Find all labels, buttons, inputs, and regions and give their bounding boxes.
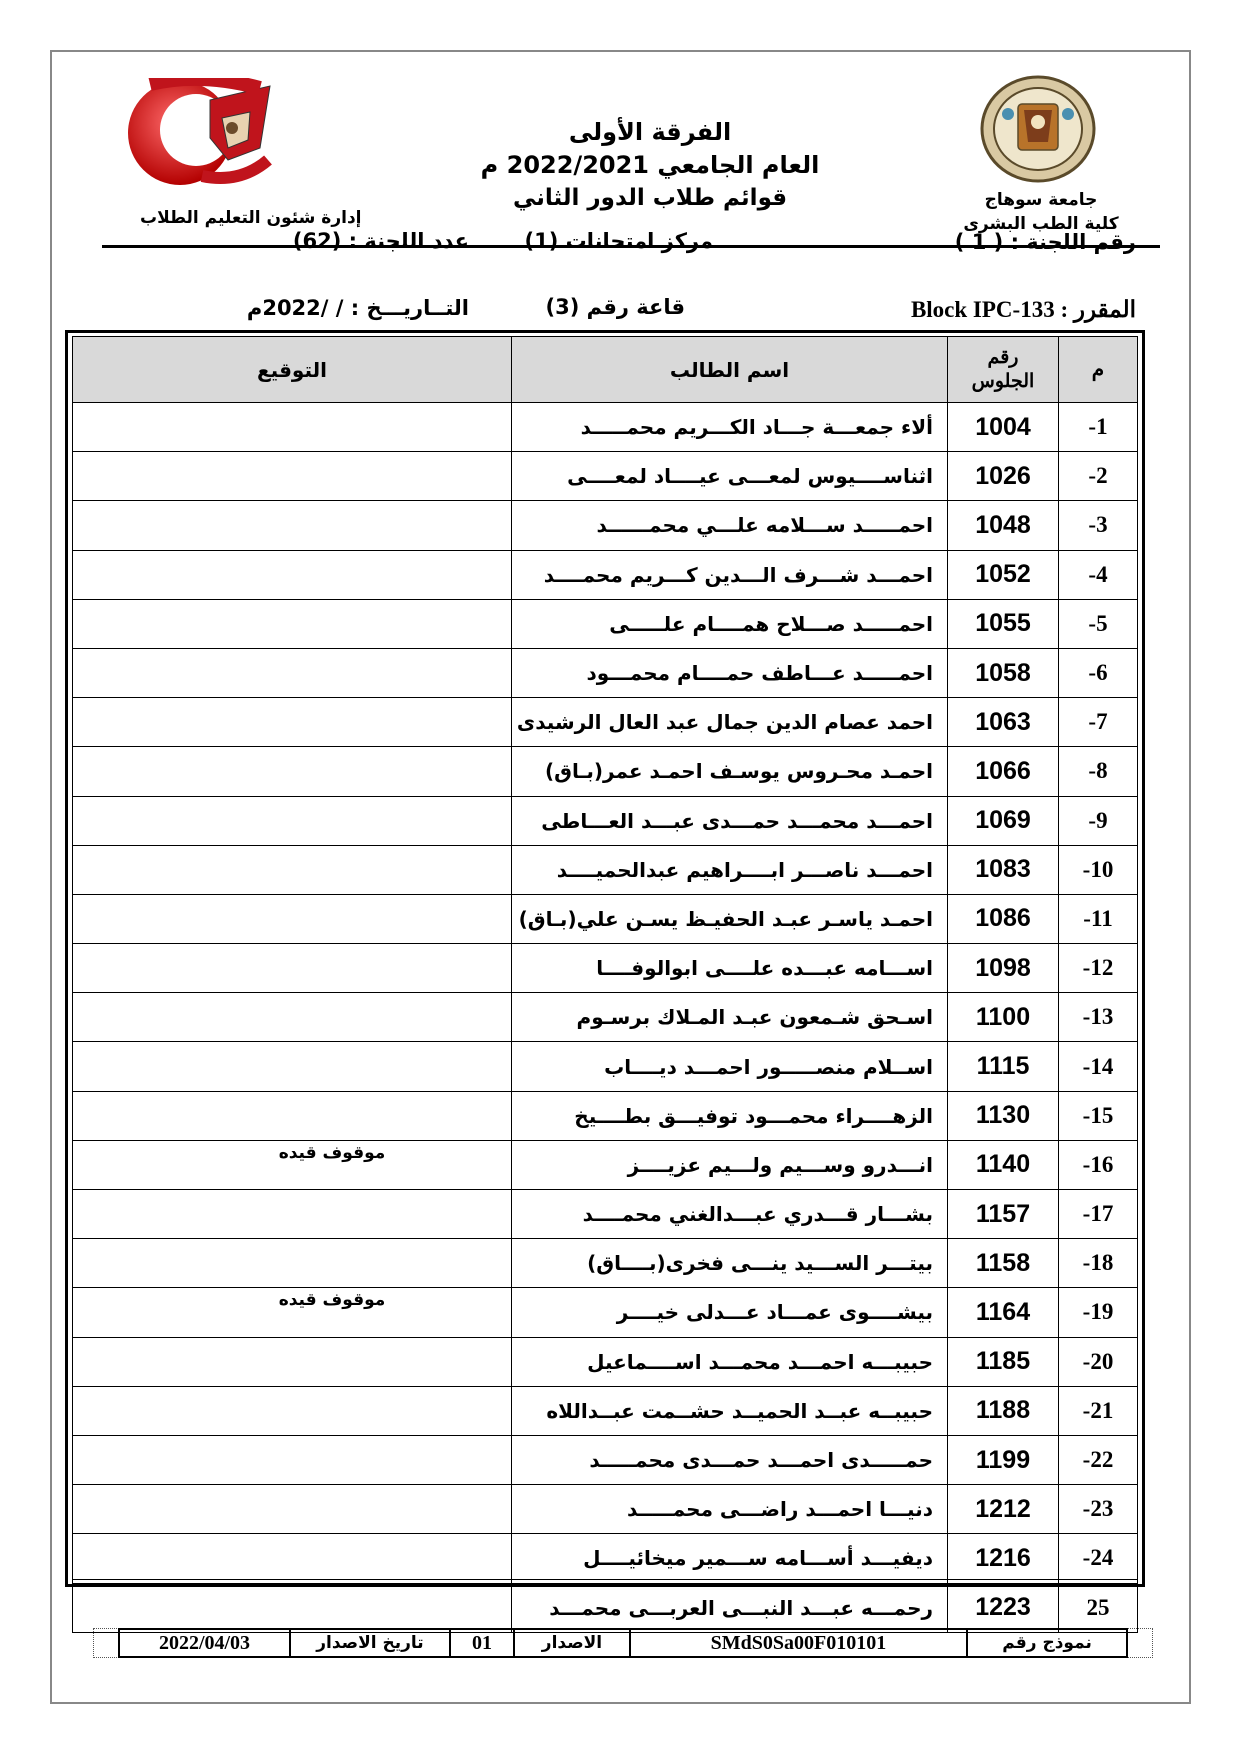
faculty-logo: [110, 78, 306, 196]
table-row: [73, 1583, 1138, 1632]
row-signature: [73, 1386, 512, 1435]
row-number: 25: [1059, 1583, 1138, 1632]
row-number: 17-: [1059, 1190, 1138, 1239]
row-student-name: احمـــد شـــرف الـــدين كـــريم محمــــد: [512, 550, 948, 599]
row-number: 21-: [1059, 1386, 1138, 1435]
header-student-name: اسم الطالب: [512, 337, 948, 403]
row-signature: [73, 550, 512, 599]
course-code: المقرر : Block IPC-133: [910, 297, 1136, 322]
row-student-name: حمـــــدى احمـــد حمـــدى محمـــــد: [512, 1435, 948, 1484]
row-seat-number: 1188: [948, 1386, 1059, 1435]
year-level-title: الفرقة الأولى: [568, 118, 732, 146]
table-row: [73, 1485, 1138, 1534]
document-title-block: [440, 116, 860, 215]
row-student-name: اسـحق شـمعون عبـد المـلاك برسـوم: [512, 993, 948, 1042]
issue-date-label: تاريخ الاصدار: [290, 1629, 450, 1657]
row-seat-number: 1115: [948, 1042, 1059, 1091]
faculty-name: كلية الطب البشرى: [963, 214, 1119, 234]
row-signature: [73, 747, 512, 796]
row-student-name: انـــدرو وســـيم ولـــيم عزيــــز: [512, 1140, 948, 1189]
header-seat-line1: رقم: [987, 346, 1019, 368]
row-student-name: بشـــار قـــدري عبـــدالغني محمــــد: [512, 1190, 948, 1239]
list-title: قوائم طلاب الدور الثاني: [512, 185, 788, 211]
table-row: [73, 993, 1138, 1042]
row-number: 1-: [1059, 403, 1138, 452]
row-number: 12-: [1059, 944, 1138, 993]
row-seat-number: 1048: [948, 501, 1059, 550]
row-number: 22-: [1059, 1435, 1138, 1484]
table-row: [73, 1239, 1138, 1288]
row-student-name: الزهــــراء محمـــود توفيـــق بطــــيخ: [512, 1091, 948, 1140]
row-number: 14-: [1059, 1042, 1138, 1091]
row-number: 10-: [1059, 845, 1138, 894]
row-signature: [73, 944, 512, 993]
row-number: 8-: [1059, 747, 1138, 796]
hall-number: قاعة رقم (3): [545, 295, 685, 319]
row-signature: [73, 1190, 512, 1239]
version-number: 01: [450, 1629, 514, 1657]
row-signature: [73, 845, 512, 894]
row-signature: [73, 1485, 512, 1534]
row-seat-number: 1026: [948, 452, 1059, 501]
row-number: 16-: [1059, 1140, 1138, 1189]
row-seat-number: 1086: [948, 894, 1059, 943]
table-row: [73, 1091, 1138, 1140]
row-signature: [73, 993, 512, 1042]
row-signature: [73, 1435, 512, 1484]
row-student-name: حبيبــه عبــد الحميــد حشــمت عبــداللاه: [512, 1386, 948, 1435]
row-seat-number: 1158: [948, 1239, 1059, 1288]
row-student-name: اثناســــيوس لمعـــى عيــــاد لمعــــى: [512, 452, 948, 501]
row-seat-number: 1066: [948, 747, 1059, 796]
row-number: 5-: [1059, 599, 1138, 648]
header-seat-number: [948, 337, 1059, 403]
table-row: [73, 944, 1138, 993]
table-row: [73, 1435, 1138, 1484]
exam-date: التــاريـــخ : / /2022م: [246, 296, 469, 320]
row-number: 24-: [1059, 1534, 1138, 1583]
table-row: [73, 599, 1138, 648]
university-name: جامعة سوهاج: [984, 190, 1098, 210]
row-seat-number: 1216: [948, 1534, 1059, 1583]
row-student-name: ألاء جمعـــة جـــاد الكـــريم محمـــــد: [512, 403, 948, 452]
row-number: 15-: [1059, 1091, 1138, 1140]
row-seat-number: 1130: [948, 1091, 1059, 1140]
row-number: 7-: [1059, 698, 1138, 747]
row-signature: [73, 1042, 512, 1091]
students-table: [72, 336, 1138, 1633]
table-row: [73, 1534, 1138, 1583]
row-seat-number: 1055: [948, 599, 1059, 648]
row-number: 19-: [1059, 1288, 1138, 1337]
header-num: م: [1059, 337, 1138, 403]
row-number: 18-: [1059, 1239, 1138, 1288]
row-student-name: احمـــــد ســـلامه علـــي محمــــــد: [512, 501, 948, 550]
table-header-row: [73, 337, 1138, 403]
row-number: 6-: [1059, 648, 1138, 697]
row-student-name: احمـــد محمـــد حمـــدى عبـــد العـــاطى: [512, 796, 948, 845]
row-signature: [73, 698, 512, 747]
table-row: [73, 1386, 1138, 1435]
row-seat-number: 1063: [948, 698, 1059, 747]
row-student-name: حبيبـــه احمـــد محمـــد اســــماعيل: [512, 1337, 948, 1386]
row-number: 23-: [1059, 1485, 1138, 1534]
table-row: [73, 648, 1138, 697]
row-number: 3-: [1059, 501, 1138, 550]
table-row: [73, 550, 1138, 599]
row-number: 2-: [1059, 452, 1138, 501]
table-row: [73, 1288, 1138, 1337]
row-seat-number: 1052: [948, 550, 1059, 599]
row-student-name: رحمـــه عبـــد النبـــى العربـــى محمـــد: [512, 1583, 948, 1632]
footer-table: [118, 1628, 1128, 1658]
row-number: 9-: [1059, 796, 1138, 845]
table-row: [73, 894, 1138, 943]
row-signature: [73, 1091, 512, 1140]
row-student-name: ديفيـــد أســـامه ســـمير ميخائيــــل: [512, 1534, 948, 1583]
row-student-name: احمـــــد عـــاطف حمــــام محمـــود: [512, 648, 948, 697]
row-seat-number: 1069: [948, 796, 1059, 845]
row-seat-number: 1223: [948, 1583, 1059, 1632]
row-signature: [73, 501, 512, 550]
table-row: [73, 698, 1138, 747]
row-seat-number: 1004: [948, 403, 1059, 452]
row-signature: [73, 1239, 512, 1288]
row-student-name: احمد عصام الدين جمال عبد العال الرشيدى: [512, 698, 948, 747]
committee-count: عدد اللجنة : (62): [292, 229, 469, 253]
table-row: [73, 501, 1138, 550]
academic-year-title: العام الجامعي 2022/2021 م: [480, 151, 820, 179]
row-seat-number: 1157: [948, 1190, 1059, 1239]
row-signature: [73, 1534, 512, 1583]
row-student-name: احمـــد ناصـــر ابــــراهيم عبدالحميــــد: [512, 845, 948, 894]
row-number: 4-: [1059, 550, 1138, 599]
row-seat-number: 1185: [948, 1337, 1059, 1386]
version-label: الاصدار: [514, 1629, 629, 1657]
form-number: SMdS0Sa00F010101: [630, 1629, 967, 1657]
row-status-note: موقوف قيده: [278, 1142, 386, 1163]
student-affairs-caption: إدارة شئون التعليم الطلاب: [140, 208, 362, 228]
table-row: [73, 845, 1138, 894]
row-status-note: موقوف قيده: [278, 1290, 386, 1311]
row-signature: [73, 1288, 512, 1337]
row-seat-number: 1199: [948, 1435, 1059, 1484]
row-seat-number: 1098: [948, 944, 1059, 993]
table-row: [73, 796, 1138, 845]
row-number: 13-: [1059, 993, 1138, 1042]
row-signature: [73, 403, 512, 452]
row-seat-number: 1140: [948, 1140, 1059, 1189]
row-student-name: احمـد ياسـر عبـد الحفيـظ يسـن علي(بـاق): [512, 894, 948, 943]
table-row: [73, 403, 1138, 452]
row-student-name: احمـد محـروس يوسـف احمـد عمر(بـاق): [512, 747, 948, 796]
issue-date: 2022/04/03: [119, 1629, 290, 1657]
row-signature: [73, 1583, 512, 1632]
row-signature: [73, 452, 512, 501]
row-number: 20-: [1059, 1337, 1138, 1386]
form-number-label: نموذج رقم: [967, 1629, 1127, 1657]
row-student-name: بيشــــوى عمـــاد عـــدلى خيــــر: [512, 1288, 948, 1337]
row-seat-number: 1058: [948, 648, 1059, 697]
table-row: [73, 747, 1138, 796]
row-seat-number: 1100: [948, 993, 1059, 1042]
table-row: [73, 1140, 1138, 1189]
row-signature: [73, 648, 512, 697]
row-student-name: احمـــــد صـــلاح همــــام علـــــى: [512, 599, 948, 648]
row-signature: [73, 1140, 512, 1189]
row-seat-number: 1083: [948, 845, 1059, 894]
table-row: [73, 1337, 1138, 1386]
row-number: 11-: [1059, 894, 1138, 943]
university-caption: [950, 188, 1132, 236]
row-student-name: اســلام منصـــــور احمـــد ديــــاب: [512, 1042, 948, 1091]
row-signature: [73, 1337, 512, 1386]
university-seal-logo: [978, 74, 1098, 184]
committee-number: رقم اللجنة : ( 1 ): [954, 230, 1136, 254]
row-student-name: بيتـــر الســـيد ينـــى فخرى(بــــاق): [512, 1239, 948, 1288]
row-signature: [73, 796, 512, 845]
row-seat-number: 1212: [948, 1485, 1059, 1534]
table-row: [73, 1042, 1138, 1091]
table-row: [73, 1190, 1138, 1239]
exam-center: مركز امتحانات (1): [524, 229, 713, 253]
row-student-name: دنيـــا احمـــد راضـــى محمـــــد: [512, 1485, 948, 1534]
header-signature: التوقيع: [73, 337, 512, 403]
header-seat-line2: الجلوس: [971, 370, 1035, 392]
row-signature: [73, 894, 512, 943]
row-student-name: اســـامه عبـــده علــــى ابوالوفــــا: [512, 944, 948, 993]
table-row: [73, 452, 1138, 501]
row-seat-number: 1164: [948, 1288, 1059, 1337]
row-signature: [73, 599, 512, 648]
